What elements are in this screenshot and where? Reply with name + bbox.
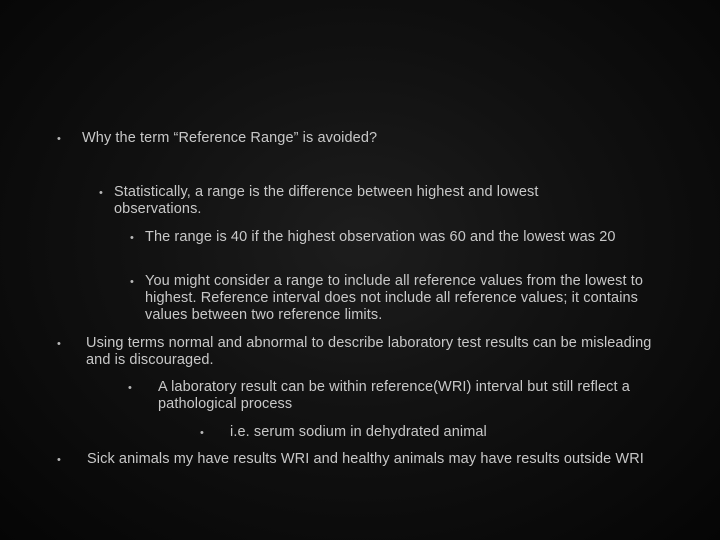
bullet-text: Why the term “Reference Range” is avoided? — [82, 130, 378, 146]
bullet-marker: • — [128, 382, 132, 394]
bullet-marker: • — [130, 276, 134, 288]
bullet-text: The range is 40 if the highest observation was 60 and the lowest was 20 — [145, 229, 616, 245]
bullet-marker: • — [57, 133, 61, 145]
bullet-marker: • — [57, 338, 61, 350]
bullet-marker: • — [57, 454, 61, 466]
bullet-text: i.e. serum sodium in dehydrated animal — [230, 424, 487, 440]
bullet-text: Sick animals my have results WRI and healthy animals may have results outside WRI — [87, 451, 644, 467]
bullet-marker: • — [200, 427, 204, 439]
bullet-text: Using terms normal and abnormal to describe laboratory test results can be misleading and is discouraged. — [86, 335, 652, 368]
bullet-text: Statistically, a range is the difference between highest and lowest observations. — [114, 184, 539, 217]
bullet-marker: • — [130, 232, 134, 244]
bullet-text: A laboratory result can be within reference(WRI) interval but still reflect a pathological process — [158, 379, 630, 412]
bullet-marker: • — [99, 187, 103, 199]
bullet-text: You might consider a range to include all reference values from the lowest to highest. Reference interval does not include all reference values; it contains values between two reference limits. — [145, 273, 644, 323]
